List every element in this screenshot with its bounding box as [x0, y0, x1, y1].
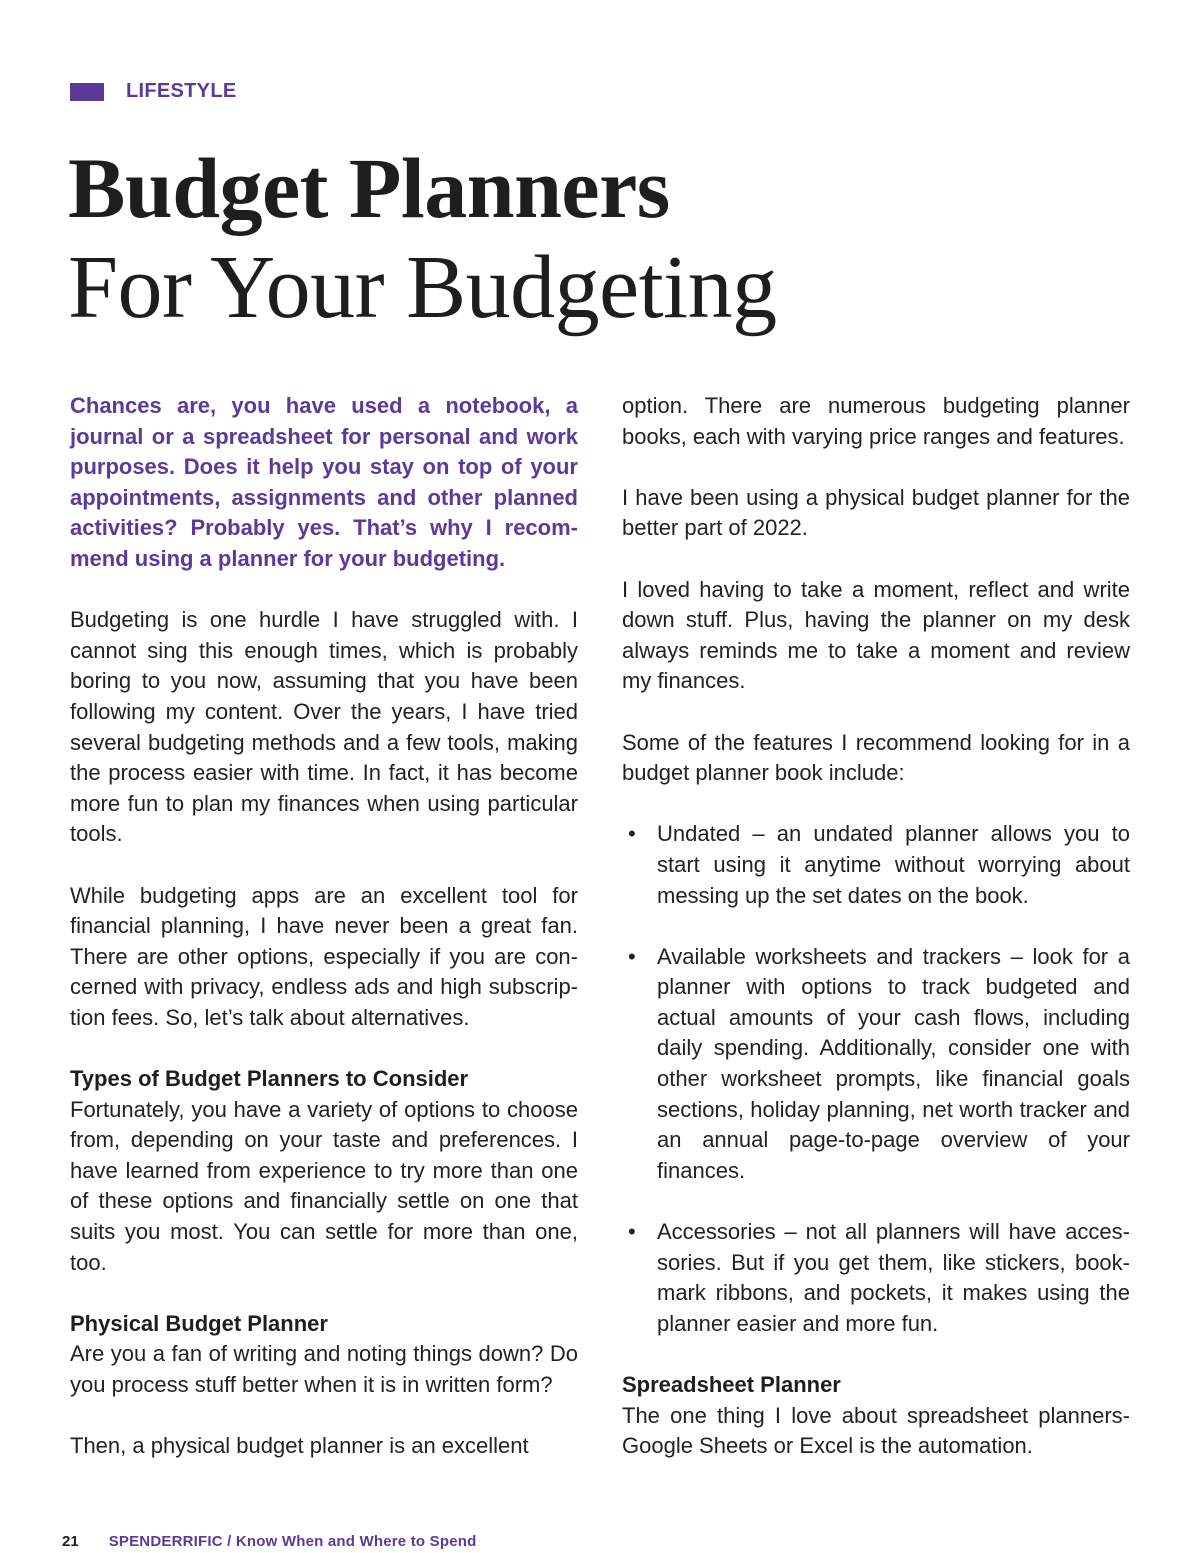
body-paragraph: Budgeting is one hurdle I have struggled with. I cannot sing this enough times, which is probably boring to you now, assuming that you have been following my content. Over the years, I have tried several budgeting methods and a few tools, making the process easier with time. In fact, it has become more fun to plan my finances when using particular tools.	[70, 607, 578, 847]
section-label: LIFESTYLE	[126, 80, 237, 102]
list-item: • Available worksheets and trackers – look for a planner with options to track budgeted and actual amounts of your cash flows, including daily spending. Additionally, consider one with other worksheet prompts, like financial goals sections, holiday planning, net worth tracker and an annual page-to-page overview of your finances.	[628, 943, 1130, 1183]
publication-name: SPENDERRIFIC / Know When and Where to Spend	[108, 1533, 477, 1550]
body-paragraph: I loved having to take a moment, reflect and write down stuff. Plus, having the planner on my desk always reminds me to take a moment and review my finances.	[622, 576, 1130, 694]
list-item: • Undated – an undated planner allows you to start using it anytime without worrying about messing up the set dates on the book.	[628, 821, 1130, 908]
body-paragraph: The one thing I love about spreadsheet planners-Google Sheets or Excel is the automation.	[622, 1402, 1130, 1459]
bullet-icon: •	[628, 1219, 636, 1245]
section-heading: Spreadsheet Planner	[622, 1372, 841, 1397]
feature-list	[622, 819, 1130, 1339]
page-title	[68, 138, 777, 338]
title-line-1: Budget Planners	[68, 140, 670, 236]
bullet-icon: •	[628, 821, 636, 847]
bullet-icon: •	[628, 943, 636, 969]
body-paragraph: I have been using a physical budget planner for the better part of 2022.	[622, 484, 1130, 541]
section-tag	[70, 80, 236, 103]
body-paragraph: While budgeting apps are an excellent tool for financial planning, I have never been a great fan. There are other options, especially if you are con-cerned with privacy, endless ads and high subscrip-tion fees. So, let’s talk about alternatives.	[70, 882, 578, 1030]
section-heading: Types of Budget Planners to Consider	[70, 1066, 469, 1092]
page-number: 21	[62, 1533, 79, 1550]
list-item: • Accessories – not all planners will have acces-sories. But if you get them, like stickers, book-mark ribbons, and pockets, it makes using the planner easier and more fun.	[628, 1219, 1130, 1336]
section-heading: Physical Budget Planner	[70, 1310, 328, 1336]
lead-paragraph: Chances are, you have used a notebook, a journal or a spreadsheet for personal and work purposes. Does it help you stay on top of your appointments, assignments and other planned activities? Probably yes. That’s why I recom-mend using a planner for your budgeting.	[70, 393, 578, 571]
page-footer	[62, 1533, 476, 1550]
body-paragraph: Are you a fan of writing and noting things down? Do you process stuff better when it is in written form?	[70, 1341, 578, 1397]
body-paragraph: Some of the features I recommend looking for in a budget planner book include:	[622, 729, 1130, 786]
left-column	[70, 391, 578, 1462]
body-paragraph: option. There are numerous budgeting planner books, each with varying price ranges and features.	[622, 393, 1130, 449]
body-paragraph: Fortunately, you have a variety of options to choose from, depending on your taste and preferences. I have learned from experience to try more than one of these options and financially settle on one that suits you most. You can settle for more than one, too.	[70, 1096, 578, 1275]
title-line-2: For Your Budgeting	[68, 238, 777, 337]
section-marker-icon	[70, 83, 104, 101]
body-paragraph: Then, a physical budget planner is an excellent	[70, 1433, 529, 1459]
right-column	[622, 391, 1130, 1462]
